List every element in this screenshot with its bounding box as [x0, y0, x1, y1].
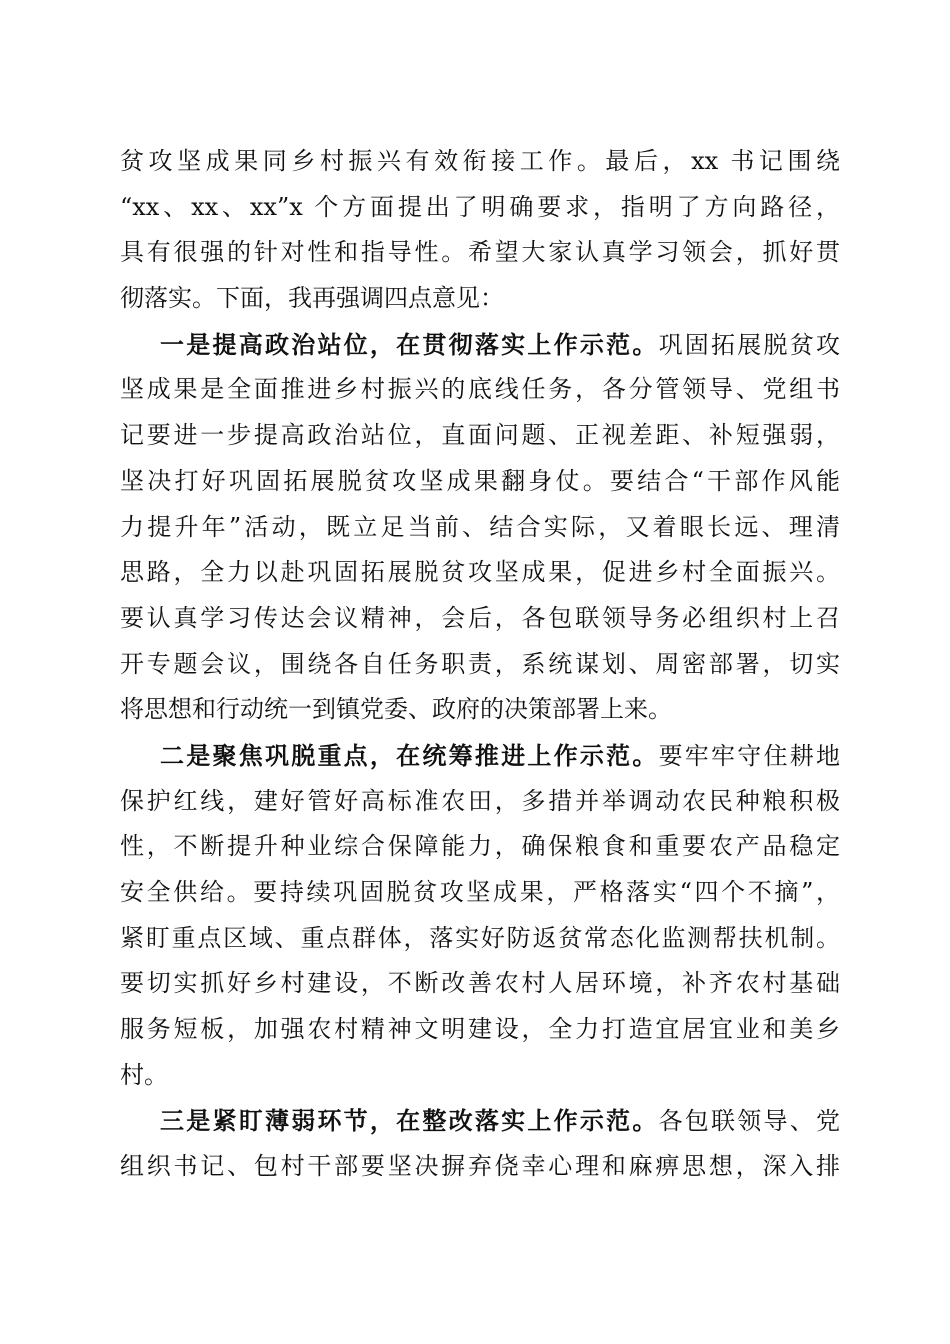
- point-one-line: 开专题会议，围绕各自任务职责，系统谋划、周密部署，切实: [120, 649, 840, 678]
- point-one-line: 力提升年”活动，既立足当前、结合实际，又着眼长远、理清: [120, 512, 840, 541]
- document-body: [120, 139, 840, 1190]
- intro-line-1: 贫攻坚成果同乡村振兴有效衔接工作。最后，xx 书记围绕: [120, 147, 840, 175]
- point-two-first-line-text: 要牢牢守住耕地: [658, 741, 841, 770]
- point-two-line: 安全供给。要持续巩固脱贫攻坚成果，严格落实“四个不摘”，: [120, 878, 840, 906]
- intro-line-4: 彻落实。下面，我再强调四点意见：: [120, 284, 504, 313]
- point-three-first-line-text: 各包联领导、党: [658, 1107, 841, 1136]
- point-one-line: 坚成果是全面推进乡村振兴的底线任务，各分管领导、党组书: [120, 375, 840, 404]
- point-one-first-line-text: 巩固拓展脱贫攻: [658, 330, 841, 359]
- point-one-heading: 一是提高政治站位，在贯彻落实上作示范。: [160, 329, 659, 359]
- point-one-line: 思路，全力以赴巩固拓展脱贫攻坚成果，促进乡村全面振兴。: [120, 558, 840, 587]
- intro-line-3: 具有很强的针对性和指导性。希望大家认真学习领会，抓好贯: [120, 238, 840, 267]
- point-one-line: 将思想和行动统一到镇党委、政府的决策部署上来。: [120, 695, 672, 724]
- point-one-first-line: [120, 322, 840, 368]
- point-two-line: 紧盯重点区域、重点群体，落实好防返贫常态化监测帮扶机制。: [120, 923, 840, 952]
- intro-line-2: “xx、xx、xx”x 个方面提出了明确要求，指明了方向路径，: [120, 192, 840, 221]
- point-two-line: 性，不断提升种业综合保障能力，确保粮食和重要农产品稳定: [120, 832, 840, 861]
- point-three-line: 组织书记、包村干部要坚决摒弃侥幸心理和麻痹思想，深入排: [120, 1152, 840, 1181]
- point-one-line: 要认真学习传达会议精神，会后，各包联领导务必组织村上召: [120, 603, 840, 632]
- point-one-line: 坚决打好巩固拓展脱贫攻坚成果翻身仗。要结合“干部作风能: [120, 466, 840, 495]
- point-two-first-line: [120, 733, 840, 779]
- point-three-first-line: [120, 1098, 840, 1144]
- point-two-line: 服务短板，加强农村精神文明建设，全力打造宜居宜业和美乡: [120, 1015, 840, 1044]
- point-three-heading: 三是紧盯薄弱环节，在整改落实上作示范。: [160, 1106, 659, 1136]
- point-two-line: 要切实抓好乡村建设，不断改善农村人居环境，补齐农村基础: [120, 969, 840, 998]
- point-two-line: 保护红线，建好管好高标准农田，多措并举调动农民种粮积极: [120, 786, 840, 815]
- point-two-heading: 二是聚焦巩脱重点，在统筹推进上作示范。: [160, 740, 659, 770]
- point-two-line: 村。: [120, 1060, 168, 1089]
- point-one-line: 记要进一步提高政治站位，直面问题、正视差距、补短强弱，: [120, 421, 840, 450]
